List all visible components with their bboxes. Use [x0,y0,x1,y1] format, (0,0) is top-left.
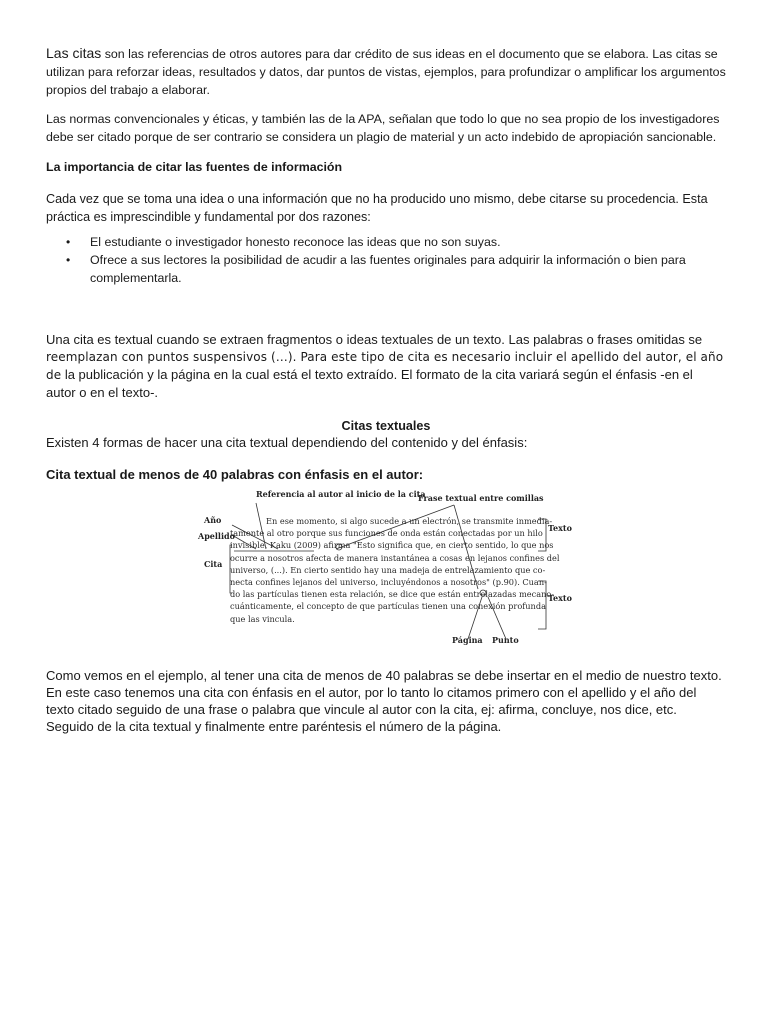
paragraph4-part3: la publicación y la página en la cual está el texto extraído. El formato de la cita variará según el énfasis -en el autor o en el texto-. [46,367,693,400]
label-text-top: Texto [548,523,572,533]
intro-rest: son las referencias de otros autores para dar crédito de sus ideas en el documento que se elabora. Las citas se utilizan para reforzar ideas, resultados y datos, dar puntos de vistas, ejemplos, para profundizar o amplificar los argumentos propios del trabajo a elaborar. [46,47,726,97]
quote-line: necta confines lejanos del universo, incluyéndonos a nosotros" (p.90). Cuan- [230,577,547,588]
textual-quote-paragraph [46,331,726,401]
explanation-paragraph: Como vemos en el ejemplo, al tener una cita de menos de 40 palabras se debe insertar en el medio de nuestro texto. En este caso tenemos una cita con énfasis en el autor, por lo tanto lo citamos primero con el apellido y el año del texto citado seguido de una frase o palabra que vincule al autor con la cita, ej: afirma, concluye, nos dice, etc. Seguido de la cita textual y finalmente entre paréntesis el número de la página. [46,668,722,734]
importance-paragraph: Cada vez que se toma una idea o una información que no ha producido uno mismo, debe citarse su procedencia. Esta práctica es imprescindible y fundamental por dos razones: [46,192,708,224]
quote-line: cuánticamente, el concepto de que partículas tienen una conexión profunda [230,601,546,612]
example-heading: Cita textual de menos de 40 palabras con énfasis en el autor: [46,467,424,482]
label-text-bottom: Texto [548,593,572,603]
list-item [66,251,726,287]
paragraph4-part2: reemplazan con puntos suspensivos (…). Para este tipo de cita es necesario incluir el apellido del autor, el año de [46,350,724,382]
label-year: Año [204,515,222,525]
list-item-text: Ofrece a sus lectores la posibilidad de acudir a las fuentes originales para adquirir la información o bien para complementarla. [90,253,686,285]
paragraph4-part1: Una cita es textual cuando se extraen fragmentos o ideas textuales de un texto. Las palabras o frases omitidas se [46,332,703,347]
label-period: Punto [492,635,519,645]
quote-line: ocurre a nosotros afecta de manera instantánea a cosas en lejanos confines del [230,552,560,563]
label-page: Página [452,635,483,645]
forms-paragraph: Existen 4 formas de hacer una cita textual dependiendo del contenido y del énfasis: [46,435,528,450]
bullet-icon: • [66,253,71,267]
quote-line: invisible. Kaku (2009) afirma "Esto significa que, en cierto sentido, lo que nos [230,540,554,551]
quote-line: que las vincula. [230,613,295,624]
list-item-text: El estudiante o investigador honesto reconoce las ideas que no son suyas. [90,235,501,249]
importance-heading: La importancia de citar las fuentes de información [46,160,343,174]
bullet-icon: • [66,235,71,249]
quote-line: tamente al otro porque sus funciones de onda están conectadas por un hilo [230,528,543,539]
quote-line: universo, (...). En cierto sentido hay una madeja de entrelazamiento que co- [230,564,546,575]
citation-example-figure [196,489,596,653]
label-cite: Cita [204,559,223,569]
quote-line: En ese momento, si algo sucede a un electrón, se transmite inmedia- [266,516,553,526]
document-page [46,44,726,735]
section-title: Citas textuales [341,419,431,433]
label-author-reference: Referencia al autor al inicio de la cita [256,489,426,499]
reasons-list [46,233,726,287]
intro-lead: Las citas [46,45,102,61]
label-surname: Apellido [198,531,235,541]
label-quoted-phrase: Frase textual entre comillas [418,493,544,503]
intro-paragraph [46,44,726,99]
norms-paragraph: Las normas convencionales y éticas, y también las de la APA, señalan que todo lo que no sea propio de los investigadores debe ser citado porque de ser contrario se considera un plagio de material y un acto indebido de apropiación sancionable. [46,112,720,144]
quote-line: do las partículas tienen esta relación, se dice que están entrelazadas mecano- [230,589,555,600]
list-item [66,233,726,251]
